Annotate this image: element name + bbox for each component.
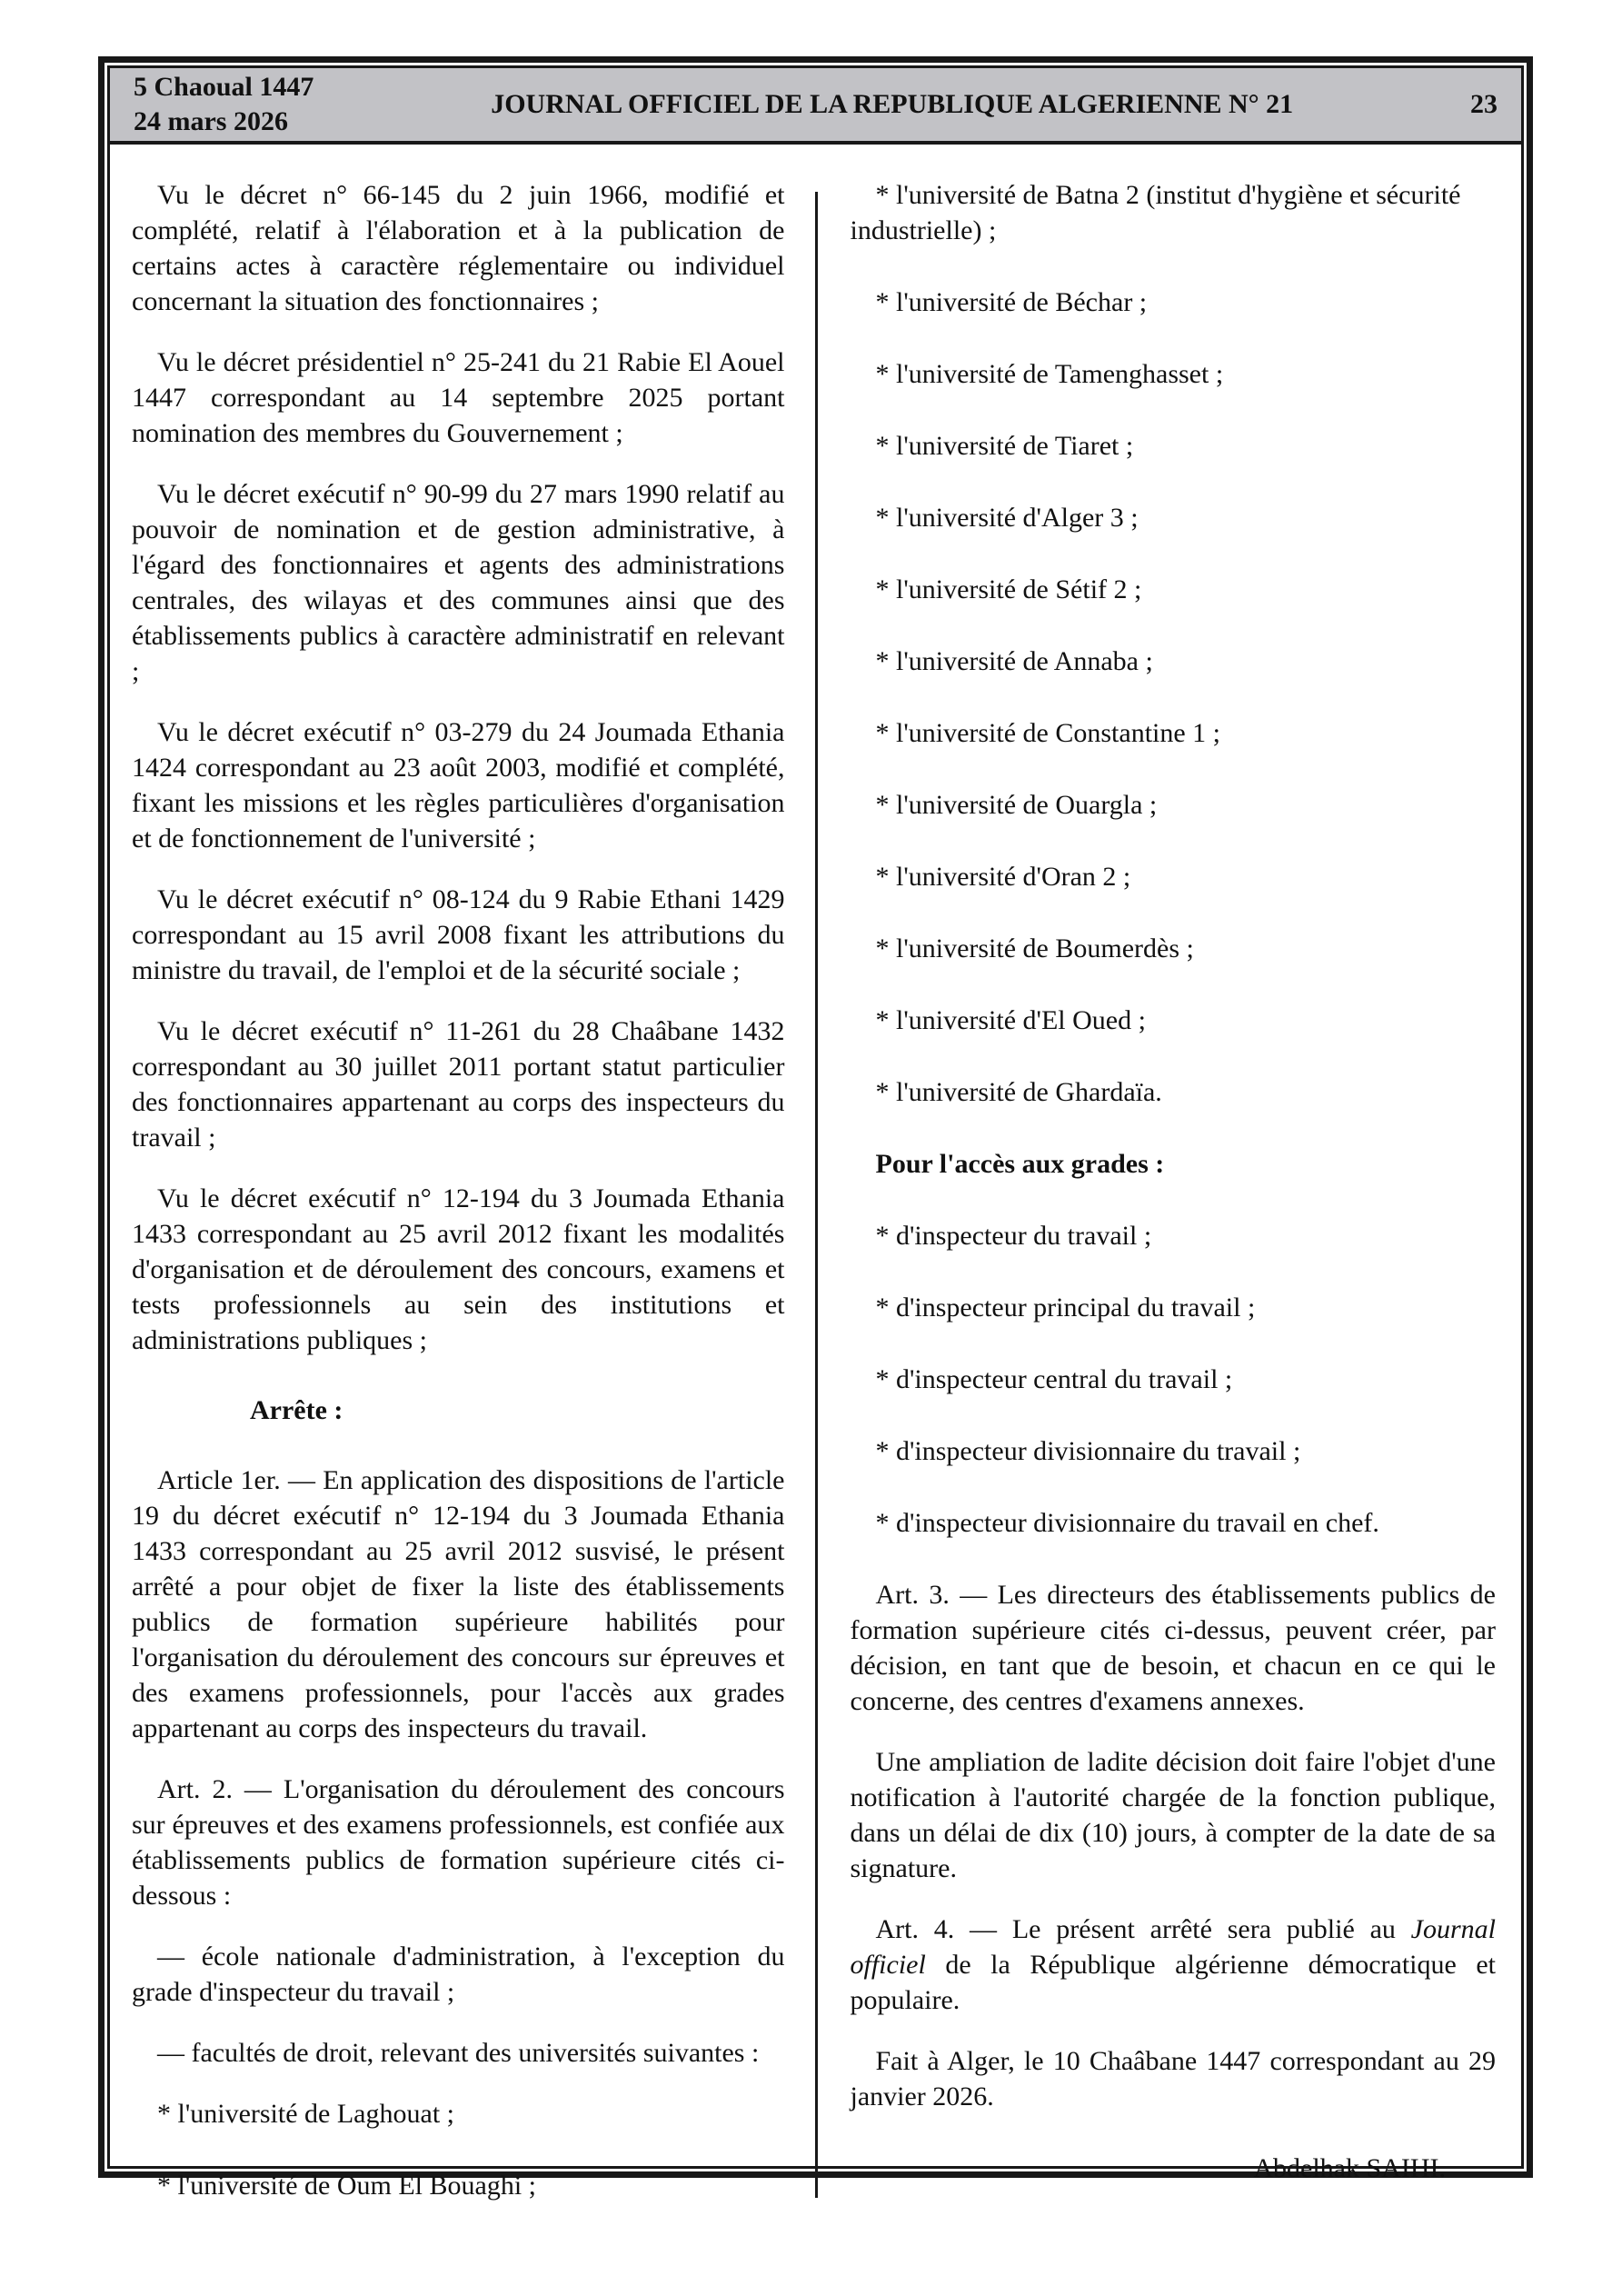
date-hijri: 5 Chaoual 1447 [134,72,314,102]
content-columns [110,145,1521,2240]
journal-title: JOURNAL OFFICIEL DE LA REPUBLIQUE ALGERIENNE N° 21 [491,89,1294,119]
list-item: * d'inspecteur principal du travail ; [875,1293,1256,1323]
grades-heading: Pour l'accès aux grades : [875,1149,1165,1179]
paragraph: Une ampliation de ladite décision doit faire l'objet d'une notification à l'autorité chargée de la fonction publique, dans un délai de dix (10) jours, à compter de la date de sa signature. [850,1747,1496,1883]
list-item: * l'université de Boumerdès ; [875,933,1194,963]
italic-text: Journal officiel [850,1914,1496,1980]
column-divider [815,192,818,2198]
list-item: * l'université d'Alger 3 ; [875,503,1139,533]
article-4 [851,1912,1497,2018]
list-item: * l'université d'El Oued ; [875,1005,1146,1035]
page-border-frame [98,56,1533,2201]
list-item: * l'université de Ghardaïa. [875,1077,1162,1107]
list-item: * l'université d'Oran 2 ; [875,862,1131,892]
paragraph: Vu le décret exécutif n° 08-124 du 9 Rabie Ethani 1429 correspondant au 15 avril 2008 fixant les attributions du ministre du travail, de l'emploi et de la sécurité sociale ; [132,884,785,985]
journal-header [110,68,1521,145]
list-item: * l'université de Annaba ; [875,646,1153,676]
list-item: * d'inspecteur du travail ; [875,1221,1152,1251]
list-item: * d'inspecteur divisionnaire du travail ; [875,1436,1301,1466]
left-column [110,145,816,2240]
signature: Abdelhak SAIHI. [1253,2153,1446,2183]
text-run: de la République algérienne démocratique et populaire. [850,1950,1496,2015]
list-item: * d'inspecteur divisionnaire du travail en chef. [875,1508,1379,1538]
list-item: * l'université de Tiaret ; [875,431,1134,461]
list-item: — école nationale d'administration, à l'exception du grade d'inspecteur du travail ; [132,1942,785,2007]
paragraph: Vu le décret exécutif n° 12-194 du 3 Joumada Ethania 1433 correspondant au 25 avril 2012 fixant les modalités d'organisation et de déroulement des concours, examens et tests professionnels au sein des institutions et administrations publiques ; [132,1183,785,1355]
list-item: * l'université de Béchar ; [875,287,1148,317]
page-inner-frame [107,65,1524,2201]
text-run: Art. 4. — Le présent arrêté sera publié au [875,1914,1411,1944]
paragraph: Vu le décret n° 66-145 du 2 juin 1966, modifié et complété, relatif à l'élaboration et à la publication de certains actes à caractère réglementaire ou individuel concernant la situation des fonctionnaires ; [132,180,785,316]
list-item: — facultés de droit, relevant des universités suivantes : [157,2038,760,2068]
signature-date: Fait à Alger, le 10 Chaâbane 1447 correspondant au 29 janvier 2026. [850,2046,1496,2111]
header-date-block [134,70,313,139]
paragraph: Vu le décret exécutif n° 90-99 du 27 mars 1990 relatif au pouvoir de nomination et de gestion administrative, à l'égard des fonctionnaires et agents des administrations centrales, des wilayas et des communes ainsi que des établissements publics à caractère administratif en relevant ; [132,479,785,686]
paragraph: Vu le décret présidentiel n° 25-241 du 21 Rabie El Aouel 1447 correspondant au 14 septembre 2025 portant nomination des membres du Gouvernement ; [132,347,785,448]
list-item: * l'université de Batna 2 (institut d'hygiène et sécurité industrielle) ; [850,180,1461,245]
list-item: * l'université de Ouargla ; [875,790,1158,820]
list-item: * l'université de Laghouat ; [157,2099,454,2129]
list-item: * l'université de Oum El Bouaghi ; [157,2171,537,2201]
paragraph: Vu le décret exécutif n° 11-261 du 28 Chaâbane 1432 correspondant au 30 juillet 2011 portant statut particulier des fonctionnaires appartenant au corps des inspecteurs du travail ; [132,1016,785,1153]
list-item: * d'inspecteur central du travail ; [875,1364,1233,1394]
page-number: 23 [1470,89,1498,119]
arrete-heading: Arrête : [250,1395,343,1425]
article-2: Art. 2. — L'organisation du déroulement des concours sur épreuves et des examens professionnels, est confiée aux établissements publics de formation supérieure cités ci-dessous : [132,1774,785,1911]
article-1: Article 1er. — En application des dispositions de l'article 19 du décret exécutif n° 12-194 du 3 Joumada Ethania 1433 correspondant au 25 avril 2012 susvisé, le présent arrêté a pour objet de fixer la liste des établissements publics de formation supérieure habilités pour l'organisation du déroulement des concours sur épreuves et des examens professionnels, pour l'accès aux grades appartenant au corps des inspecteurs du travail. [132,1465,785,1743]
list-item: * l'université de Constantine 1 ; [875,718,1221,748]
article-3: Art. 3. — Les directeurs des établissements publics de formation supérieure cités ci-dessus, peuvent créer, par décision, en tant que de besoin, et chacun en ce qui le concerne, des centres d'examens annexes. [850,1580,1496,1716]
date-gregorian: 24 mars 2026 [134,106,288,136]
paragraph: Vu le décret exécutif n° 03-279 du 24 Joumada Ethania 1424 correspondant au 23 août 2003, modifié et complété, fixant les missions et les règles particulières d'organisation et de fonctionnement de l'université ; [132,717,785,854]
list-item: * l'université de Tamenghasset ; [875,359,1224,389]
list-item: * l'université de Sétif 2 ; [875,574,1142,604]
right-column [816,145,1522,2240]
